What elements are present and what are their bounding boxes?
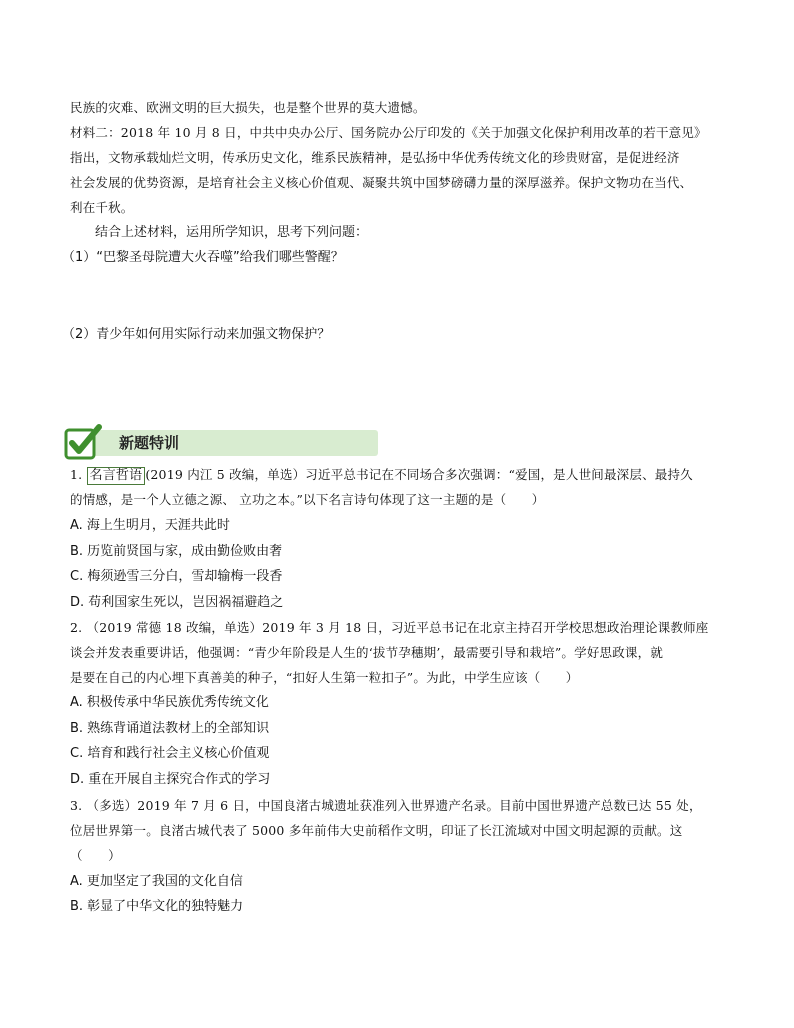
option-a: A. 海上生明月，天涯共此时 [70, 518, 230, 533]
question-text: (2019 内江 5 改编，单选）习近平总书记在不同场合多次强调：“爱国，是人世间最深层、最持久 [145, 467, 693, 482]
option-d: D. 重在开展自主探究合作式的学习 [70, 772, 271, 787]
option-a: A. 积极传承中华民族优秀传统文化 [70, 695, 269, 710]
option-c: C. 培育和践行社会主义核心价值观 [70, 746, 270, 761]
material-two-line: 材料二：2018 年 10 月 8 日，中共中央办公厅、国务院办公厅印发的《关于加强文化保护利用改革的若干意见》 [70, 125, 707, 140]
paragraph-line: 民族的灾难、欧洲文明的巨大损失，也是整个世界的莫大遗憾。 [70, 100, 426, 115]
option-d: D. 苟利国家生死以，岂因祸福避趋之 [70, 595, 284, 610]
material-two-line: 利在千秋。 [70, 200, 134, 215]
question-line: 位居世界第一。良渚古城代表了 5000 多年前伟大史前稻作文明，印证了长江流域对中国文明起源的贡献。这 [70, 823, 683, 838]
section-banner [70, 430, 378, 456]
question-line [70, 465, 730, 485]
topic-tag: 名言哲语 [87, 467, 146, 485]
question-line: 谈会并发表重要讲话，他强调：“青少年阶段是人生的‘拔节孕穗期’，最需要引导和栽培”。学好思政课，就 [70, 645, 664, 660]
checkmark-icon [64, 424, 102, 460]
question-two: （2）青少年如何用实际行动来加强文物保护？ [62, 327, 331, 342]
option-b: B. 历览前贤国与家，成由勤俭败由奢 [70, 544, 283, 559]
question-line: 2. （2019 常德 18 改编，单选）2019 年 3 月 18 日，习近平总书记在北京主持召开学校思想政治理论课教师座 [70, 620, 709, 635]
question-line: 的情感，是一个人立德之源、 立功之本。”以下名言诗句体现了这一主题的是（ ） [70, 492, 545, 507]
question-number: 1. [70, 467, 83, 482]
question-line: 是要在自己的内心埋下真善美的种子，“扣好人生第一粒扣子”。为此，中学生应该（ ） [70, 670, 579, 685]
material-two-line: 指出，文物承载灿烂文明，传承历史文化，维系民族精神，是弘扬中华优秀传统文化的珍贵财富，是促进经济 [70, 150, 680, 165]
question-one: （1）“巴黎圣母院遭大火吞噬”给我们哪些警醒？ [62, 250, 344, 265]
option-b: B. 彰显了中华文化的独特魅力 [70, 899, 244, 914]
material-two-line: 社会发展的优势资源，是培育社会主义核心价值观、凝聚共筑中国梦磅礴力量的深厚滋养。保护文物功在当代、 [70, 175, 693, 190]
question-line: 3. （多选）2019 年 7 月 6 日，中国良渚古城遗址获准列入世界遗产名录。目前中国世界遗产总数已达 55 处， [70, 798, 702, 813]
prompt-text: 结合上述材料，运用所学知识，思考下列问题： [95, 225, 369, 240]
option-c: C. 梅须逊雪三分白，雪却输梅一段香 [70, 569, 283, 584]
option-a: A. 更加坚定了我国的文化自信 [70, 874, 243, 889]
option-b: B. 熟练背诵道法教材上的全部知识 [70, 721, 270, 736]
section-title: 新题特训 [119, 434, 180, 452]
question-line: （ ） [70, 848, 121, 863]
